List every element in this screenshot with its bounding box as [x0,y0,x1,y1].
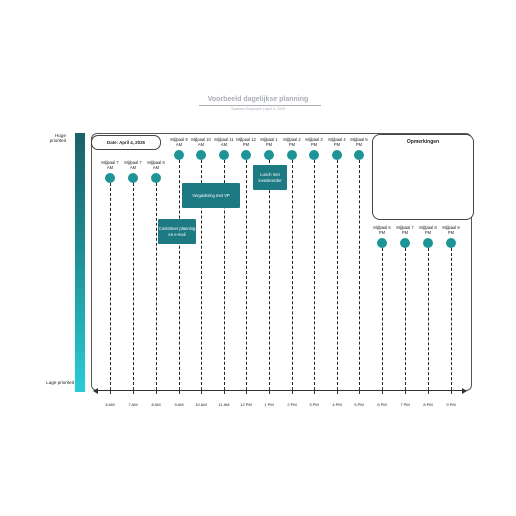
milestone-connector [451,248,452,390]
page-subtitle: Systeem Employee | April 4, 2025 [231,107,285,111]
milestone-label: Mijlpaal 7 AM [124,160,142,171]
page-title: Voorbeeld dagelijkse planning [207,96,309,103]
axis-tick-label: 1 PM [264,402,274,407]
axis-tick [405,387,406,394]
milestone-dot[interactable] [174,150,184,160]
milestone-connector [156,183,157,390]
axis-tick [179,387,180,394]
date-box[interactable]: Date: April 4, 2025 [91,135,161,150]
task-check-schedule[interactable]: Controleer planning en e-mail [158,219,196,244]
axis-tick-label: 9 PM [446,402,456,407]
milestone-connector [269,160,270,390]
axis-tick [451,387,452,394]
axis-tick-label: 12 PM [240,402,252,407]
milestone-connector [382,248,383,390]
axis-tick [246,387,247,394]
axis-tick [133,387,134,394]
milestone-label: Mijlpaal 9 PM [442,225,460,236]
milestone-dot[interactable] [423,238,433,248]
milestone-dot[interactable] [264,150,274,160]
axis-tick-label: 6 AM [105,402,115,407]
axis-tick-label: 10 AM [195,402,207,407]
milestone-connector [314,160,315,390]
milestone-dot[interactable] [128,173,138,183]
milestone-connector [428,248,429,390]
task-meeting-vp[interactable]: Vergadering met VP [182,183,240,208]
axis-tick-label: 9 AM [174,402,184,407]
axis-tick-label: 8 AM [151,402,161,407]
milestone-label: Mijlpaal 12 PM [236,137,256,148]
title-underline [199,105,321,106]
milestone-label: Mijlpaal 5 PM [350,137,368,148]
time-axis [97,390,463,391]
milestone-connector [292,160,293,390]
axis-tick-label: 5 PM [354,402,364,407]
axis-tick-label: 7 AM [128,402,138,407]
high-priority-label: Hoge prioriteit [49,133,66,144]
axis-tick-label: 6 PM [377,402,387,407]
milestone-dot[interactable] [354,150,364,160]
milestone-label: Mijlpaal 10 AM [191,137,211,148]
axis-tick [359,387,360,394]
milestone-connector [359,160,360,390]
milestone-dot[interactable] [377,238,387,248]
milestone-dot[interactable] [196,150,206,160]
milestone-connector [110,183,111,390]
milestone-label: Mijlpaal 11 AM [214,137,234,148]
milestone-label: Mijlpaal 8 AM [147,160,165,171]
axis-tick-label: 7 PM [400,402,410,407]
axis-tick-label: 4 PM [332,402,342,407]
milestone-label: Mijlpaal 3 PM [305,137,323,148]
low-priority-label: Lage prioriteit [46,380,74,385]
milestone-dot[interactable] [219,150,229,160]
axis-tick-label: 2 PM [287,402,297,407]
milestone-label: Mijlpaal 1 PM [260,137,278,148]
milestone-connector [337,160,338,390]
milestone-dot[interactable] [151,173,161,183]
axis-tick [156,387,157,394]
milestone-label: Mijlpaal 7 PM [396,225,414,236]
axis-tick [292,387,293,394]
axis-tick [428,387,429,394]
milestone-dot[interactable] [241,150,251,160]
milestone-dot[interactable] [287,150,297,160]
remarks-box[interactable] [372,134,474,220]
axis-tick [201,387,202,394]
axis-tick-label: 11 AM [218,402,230,407]
milestone-dot[interactable] [446,238,456,248]
axis-arrow-left-icon [93,388,98,394]
axis-tick-label: 8 PM [423,402,433,407]
milestone-label: Mijlpaal 8 PM [419,225,437,236]
milestone-connector [405,248,406,390]
milestone-label: Mijlpaal 4 PM [328,137,346,148]
axis-tick [314,387,315,394]
milestone-connector [246,160,247,390]
axis-tick [337,387,338,394]
task-lunch-investor[interactable]: Lunch met investeerder [253,165,287,190]
milestone-label: Mijlpaal 2 PM [283,137,301,148]
remarks-title: Opmerkingen [406,139,440,145]
axis-tick-label: 3 PM [309,402,319,407]
axis-tick [110,387,111,394]
milestone-label: Mijlpaal 6 PM [373,225,391,236]
milestone-dot[interactable] [105,173,115,183]
milestone-connector [179,160,180,390]
milestone-connector [133,183,134,390]
axis-tick [224,387,225,394]
axis-tick [269,387,270,394]
milestone-label: Mijlpaal 9 AM [170,137,188,148]
milestone-dot[interactable] [400,238,410,248]
milestone-dot[interactable] [332,150,342,160]
milestone-dot[interactable] [309,150,319,160]
axis-tick [382,387,383,394]
priority-gradient-bar [75,133,85,392]
milestone-label: Mijlpaal 7 AM [101,160,119,171]
axis-arrow-right-icon [462,388,467,394]
